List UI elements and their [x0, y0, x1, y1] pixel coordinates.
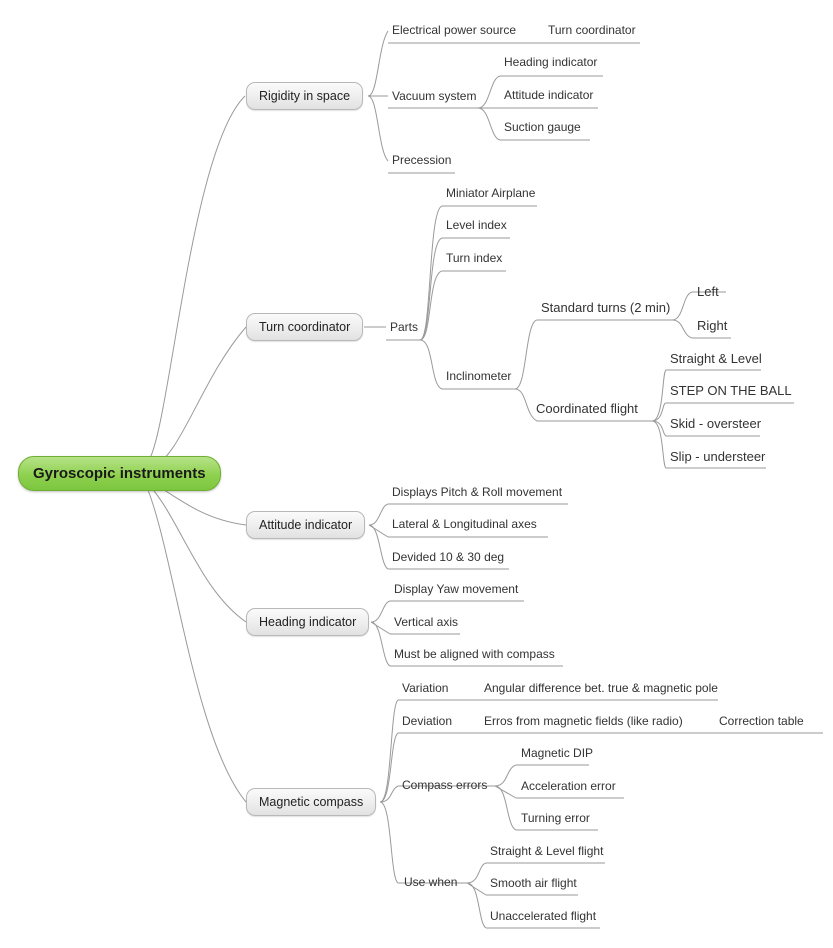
- node-straight-and-level[interactable]: Straight & Level: [670, 351, 762, 366]
- node-heading-indicator-child[interactable]: Heading indicator: [504, 55, 598, 69]
- node-lateral-longitudinal-axes[interactable]: Lateral & Longitudinal axes: [392, 517, 537, 531]
- node-magnetic-compass[interactable]: Magnetic compass: [246, 788, 376, 816]
- node-left[interactable]: Left: [697, 284, 719, 299]
- node-right[interactable]: Right: [697, 318, 728, 333]
- node-acceleration-error[interactable]: Acceleration error: [521, 779, 616, 793]
- node-vertical-axis[interactable]: Vertical axis: [394, 615, 459, 629]
- node-angular-difference[interactable]: Angular difference bet. true & magnetic pole: [484, 681, 718, 695]
- node-step-on-the-ball[interactable]: STEP ON THE BALL: [670, 383, 792, 398]
- node-compass-errors[interactable]: Compass errors: [402, 778, 488, 792]
- node-precession[interactable]: Precession: [392, 153, 452, 167]
- node-straight-level-flight[interactable]: Straight & Level flight: [490, 844, 604, 858]
- node-turn-coordinator-child[interactable]: Turn coordinator: [548, 23, 636, 37]
- node-deviation[interactable]: Deviation: [402, 714, 453, 728]
- node-turn-index[interactable]: Turn index: [446, 251, 503, 265]
- node-smooth-air-flight[interactable]: Smooth air flight: [490, 876, 577, 890]
- node-variation[interactable]: Variation: [402, 681, 449, 695]
- node-unaccelerated-flight[interactable]: Unaccelerated flight: [490, 909, 597, 923]
- node-displays-pitch-roll[interactable]: Displays Pitch & Roll movement: [392, 485, 563, 499]
- node-slip-understeer[interactable]: Slip - understeer: [670, 449, 766, 464]
- node-standard-turns[interactable]: Standard turns (2 min): [541, 300, 671, 315]
- node-attitude-indicator-child[interactable]: Attitude indicator: [504, 88, 594, 102]
- node-vacuum-system[interactable]: Vacuum system: [392, 89, 477, 103]
- node-turn-coordinator[interactable]: Turn coordinator: [246, 313, 363, 341]
- node-heading-indicator[interactable]: Heading indicator: [246, 608, 369, 636]
- node-aligned-with-compass[interactable]: Must be aligned with compass: [394, 647, 555, 661]
- root-node[interactable]: Gyroscopic instruments: [18, 456, 221, 491]
- node-coordinated-flight[interactable]: Coordinated flight: [536, 401, 638, 416]
- node-magnetic-dip[interactable]: Magnetic DIP: [521, 746, 594, 760]
- node-parts[interactable]: Parts: [390, 320, 419, 334]
- node-display-yaw-movement[interactable]: Display Yaw movement: [394, 582, 519, 596]
- node-level-index[interactable]: Level index: [446, 218, 507, 232]
- node-attitude-indicator[interactable]: Attitude indicator: [246, 511, 365, 539]
- node-correction-table[interactable]: Correction table: [719, 714, 804, 728]
- node-use-when[interactable]: Use when: [404, 875, 458, 889]
- node-suction-gauge[interactable]: Suction gauge: [504, 120, 581, 134]
- node-erros-magnetic-fields[interactable]: Erros from magnetic fields (like radio): [484, 714, 683, 728]
- node-electrical-power-source[interactable]: Electrical power source: [392, 23, 517, 37]
- node-skid-oversteer[interactable]: Skid - oversteer: [670, 416, 762, 431]
- node-miniator-airplane[interactable]: Miniator Airplane: [446, 186, 536, 200]
- node-rigidity-in-space[interactable]: Rigidity in space: [246, 82, 363, 110]
- node-inclinometer[interactable]: Inclinometer: [446, 369, 512, 383]
- node-turning-error[interactable]: Turning error: [521, 811, 590, 825]
- node-devided-10-30-deg[interactable]: Devided 10 & 30 deg: [392, 550, 505, 564]
